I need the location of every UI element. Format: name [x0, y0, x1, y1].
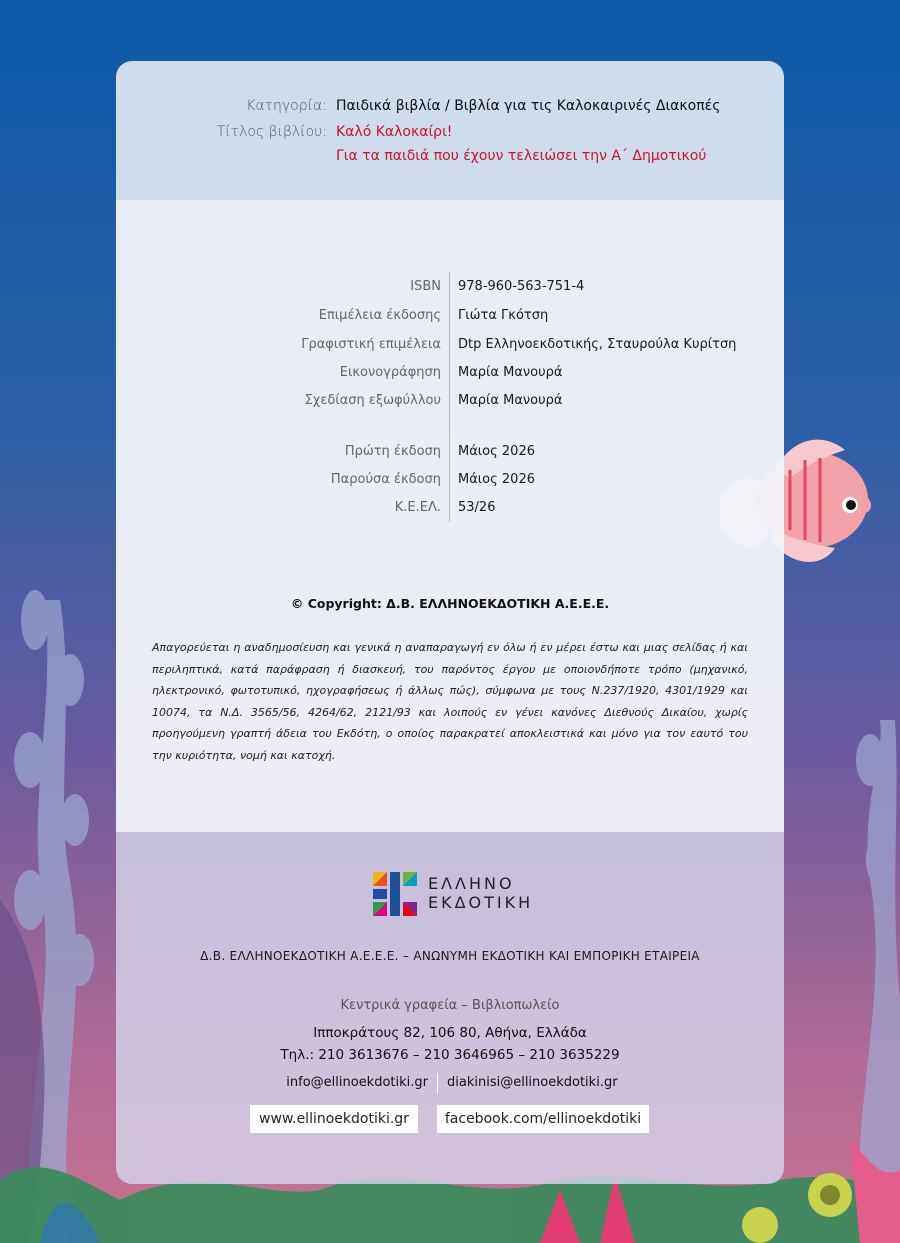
isbn-label: ISBN	[410, 279, 441, 294]
book-title: Καλό Καλοκαίρι!	[336, 124, 453, 140]
email-divider	[437, 1073, 438, 1093]
current-edition-label: Παρούσα έκδοση	[330, 472, 441, 487]
current-edition-value: Μάιος 2026	[458, 472, 535, 487]
cover-design-label: Σχεδίαση εξωφύλλου	[304, 393, 441, 408]
copyright-notice: © Copyright: Δ.Β. ΕΛΛΗΝΟΕΚΔΟΤΙΚΗ Α.Ε.Ε.Ε.	[290, 596, 610, 611]
graphic-design-value: Dtp Ελληνοεκδοτικής, Σταυρούλα Κυρίτση	[458, 337, 737, 352]
phones: Τηλ.: 210 3613676 – 210 3646965 – 210 3635229	[280, 1047, 620, 1063]
legal-notice: Απαγορεύεται η αναδημοσίευση και γενικά η αναπαραγωγή εν όλω ή εν μέρει έστω και μιας σελίδας ή και περιληπτικά, κατά παράφραση ή διασκευή, του παρόντος έργου με οποιονδήποτε τρόπο (μηχανικό, ηλεκτρονικό, φωτοτυπικό, ηχογραφήσεως ή άλλως πώς), σύμφωνα με τους Ν.237/1920, 4301/1929 και 10074, τα Ν.Δ. 3565/56, 4264/62, 2121/93 και λοιπούς εν γένει κανόνες Διεθνούς Δικαίου, χωρίς προηγούμενη γραπτή άδεια του Εκδότη, ο οποίος παρακρατεί αποκλειστικά και μόνο για τον εαυτό του την κυριότητα, νομή και κατοχή.	[152, 641, 748, 762]
email-info-link[interactable]: info@ellinoekdotiki.gr	[286, 1075, 428, 1090]
email-diakinisi-link[interactable]: diakinisi@ellinoekdotiki.gr	[447, 1075, 618, 1090]
website-link[interactable]: www.ellinoekdotiki.gr	[250, 1105, 418, 1133]
book-subtitle: Για τα παιδιά που έχουν τελειώσει την Α΄ Δημοτικού	[336, 148, 707, 164]
category-label: Κατηγορία:	[246, 98, 327, 114]
logo-text-line1: ΕΛΛΗΝΟ	[428, 874, 515, 893]
keel-label: Κ.Ε.ΕΛ.	[394, 500, 441, 515]
illustration-value: Μαρία Μανουρά	[458, 365, 563, 380]
office-label: Κεντρικά γραφεία – Βιβλιοπωλείο	[340, 998, 560, 1013]
first-edition-label: Πρώτη έκδοση	[344, 444, 441, 459]
isbn-value: 978-960-563-751-4	[458, 279, 585, 294]
facebook-link[interactable]: facebook.com/ellinoekdotiki	[437, 1105, 649, 1133]
keel-value: 53/26	[458, 500, 496, 515]
logo-text-line2: ΕΚΔΟΤΙΚΗ	[428, 893, 534, 912]
address: Ιπποκράτους 82, 106 80, Αθήνα, Ελλάδα	[313, 1025, 587, 1041]
cover-design-value: Μαρία Μανουρά	[458, 393, 563, 408]
category-value: Παιδικά βιβλία / Βιβλία για τις Καλοκαιρινές Διακοπές	[336, 98, 721, 114]
first-edition-value: Μάιος 2026	[458, 444, 535, 459]
publisher-logo-icon	[373, 872, 417, 916]
book-info-card	[116, 61, 784, 1184]
details-divider	[449, 272, 450, 522]
title-label: Τίτλος βιβλίου:	[216, 124, 327, 140]
editor-value: Γιώτα Γκότση	[458, 308, 549, 323]
illustration-label: Εικονογράφηση	[339, 365, 441, 380]
editor-label: Επιμέλεια έκδοσης	[318, 308, 441, 323]
company-name: Δ.Β. ΕΛΛΗΝΟΕΚΔΟΤΙΚΗ Α.Ε.Ε.Ε. – ΑΝΩΝΥΜΗ ΕΚΔΟΤΙΚΗ ΚΑΙ ΕΜΠΟΡΙΚΗ ΕΤΑΙΡΕΙΑ	[200, 949, 700, 963]
graphic-design-label: Γραφιστική επιμέλεια	[301, 337, 441, 352]
